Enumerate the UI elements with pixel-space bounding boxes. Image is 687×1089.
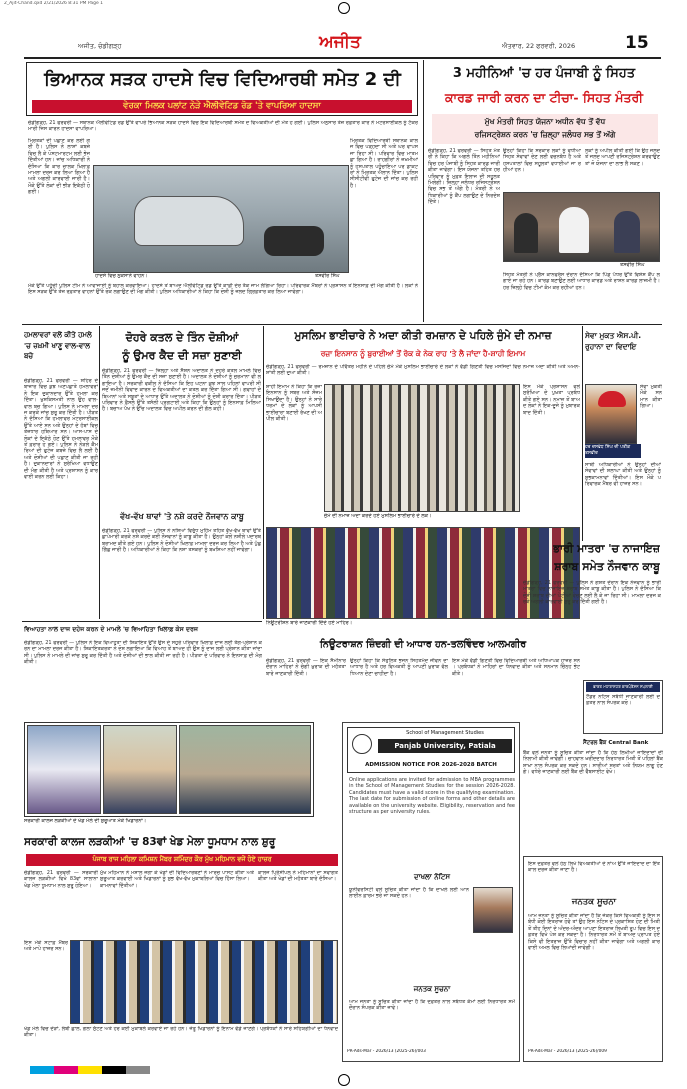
namaz-body-3: ਇਸ ਮੌਕੇ ਪ੍ਰਸ਼ਾਸਨ ਵਲੋਂ ਸੁਰੱਖਿਆ ਦੇ ਪੁਖ਼ਤਾ ਪ੍ਰਬੰਧ ਕੀਤੇ ਗਏ ਸਨ। ਨਮਾਜ਼ ਤੋਂ ਬਾਅਦ ਲੋਕਾਂ ਨੇ ਇਕ-ਦੂਜੇ ਨੂੰ ਮੁਬਾਰਕਬਾਦ ਦਿੱਤੀ। xyxy=(523,384,580,416)
health-press-photo xyxy=(503,192,660,262)
university-public-notice-title: ਜਨਤਕ ਸੂਚਨਾ xyxy=(413,985,451,993)
retired-life-body-3: ਇਸ ਮੌਕੇ ਵੱਡੀ ਗਿਣਤੀ ਵਿਚ ਵਿਦਿਆਰਥੀ ਅਤੇ ਅਧਿਆਪਕ ਹਾਜ਼ਰ ਸਨ। ਪ੍ਰਬੰਧਕਾਂ ਨੇ ਮਾਹਿਰਾਂ ਦਾ ਧੰਨਵਾਦ ਕੀਤਾ ਅਤੇ ਸਨਮਾਨ ਚਿੰਨ੍ਹ ਭੇਟ ਕੀਤੇ। xyxy=(452,658,580,677)
health-subhead-1: ਮੁੱਖ ਮੰਤਰੀ ਸਿਹਤ ਯੋਜਨਾ ਅਧੀਨ ਵੱਧ ਤੋਂ ਵੱਧ xyxy=(484,117,606,126)
murder-headline-2: ਨੂੰ ਉਮਰ ਕੈਦ ਦੀ ਸਜ਼ਾ ਸੁਣਾਈ xyxy=(122,349,242,362)
masthead-left: ਅਜੀਤ, ਚੰਡੀਗੜ੍ਹ xyxy=(78,42,122,50)
university-ad-body-2: ਯੂਨੀਵਰਸਿਟੀ ਵਲੋਂ ਸੂਚਿਤ ਕੀਤਾ ਜਾਂਦਾ ਹੈ ਕਿ ਦਾਖਲੇ ਲਈ ਆਨਲਾਈਨ ਫ਼ਾਰਮ ਭਰੇ ਜਾ ਸਕਦੇ ਹਨ। xyxy=(349,887,469,900)
retired-life-headline: ਨਿਊਟਰਾਸ਼ਨ ਜ਼ਿੰਦਗੀ ਦੀ ਆਧਾਰ ਹਨ-ਤਲਵਿੰਦਰ ਆਲਮਗੀਰ xyxy=(319,639,527,650)
public-notice-body: ਆਮ ਜਨਤਾ ਨੂੰ ਸੂਚਿਤ ਕੀਤਾ ਜਾਂਦਾ ਹੈ ਕਿ ਜੇਕਰ ਕਿਸੇ ਵਿਅਕਤੀ ਨੂੰ ਇਸ ਸਬੰਧੀ ਕੋਈ ਇਤਰਾਜ਼ ਹੋਵੇ ਤਾਂ ਉਹ ਇਸ ਨੋਟਿਸ ਦੇ ਪ੍ਰਕਾਸ਼ਿਤ ਹੋਣ ਦੀ ਮਿਤੀ ਤੋਂ ਤੀਹ ਦਿਨਾਂ ਦੇ ਅੰਦਰ-ਅੰਦਰ ਆਪਣਾ ਇਤਰਾਜ਼ ਲਿਖਤੀ ਰੂਪ ਵਿਚ ਇਸ ਦਫ਼ਤਰ ਵਿਖੇ ਪੇਸ਼ ਕਰ ਸਕਦਾ ਹੈ। ਨਿਰਧਾਰਤ ਸਮੇਂ ਤੋਂ ਬਾਅਦ ਪ੍ਰਾਪਤ ਹੋਏ ਕਿਸੇ ਵੀ ਇਤਰਾਜ਼ ਉੱਤੇ ਵਿਚਾਰ ਨਹੀਂ ਕੀਤਾ ਜਾਵੇਗਾ ਅਤੇ ਅਗਲੀ ਕਾਰਵਾਈ ਅਮਲ ਵਿਚ ਲਿਆਂਦੀ ਜਾਵੇਗੀ। xyxy=(528,913,660,952)
damaged-car-shape xyxy=(134,196,244,246)
retired-life-caption: ਨਿਊਟਰੀਸ਼ਨ ਬਾਰੇ ਜਾਣਕਾਰੀ ਦਿੰਦੇ ਹੋਏ ਮਾਹਿਰ। xyxy=(266,620,353,626)
namaz-body-1: ਚੰਡੀਗੜ੍ਹ, 21 ਫਰਵਰੀ — ਰਮਜ਼ਾਨ ਦੇ ਪਵਿੱਤਰ ਮਹੀਨੇ ਦੇ ਪਹਿਲੇ ਜੁੰਮੇ ਮੌਕੇ ਮੁਸਲਿਮ ਭਾਈਚਾਰੇ ਦੇ ਲੋਕਾਂ ਨੇ ਵੱਡੀ ਗਿਣਤੀ ਵਿਚ ਮਸਜਿਦਾਂ ਵਿਚ ਨਮਾਜ਼ ਅਦਾ ਕੀਤੀ ਅਤੇ ਅਮਨ-ਸ਼ਾਂਤੀ ਲਈ ਦੁਆ ਕੀਤੀ। xyxy=(266,364,580,377)
sports-body-3: ਵਿਦਿਆਰਥਣਾਂ ਨੇ ਮਾਰਚ ਪਾਸਟ ਕੀਤਾ ਅਤੇ ਵੱਖ-ਵੱਖ ਮੁਕਾਬਲਿਆਂ ਵਿਚ ਹਿੱਸਾ ਲਿਆ। xyxy=(176,870,254,883)
accident-caption: ਹਾਦਸੇ ਵਿਚ ਨੁਕਸਾਨੇ ਵਾਹਨ। xyxy=(95,273,148,279)
smugglers-body: ਚੰਡੀਗੜ੍ਹ, 21 ਫਰਵਰੀ — ਪੁਲਿਸ ਨੇ ਨਸ਼ਿਆਂ ਵਿਰੁੱਧ ਮੁਹਿੰਮ ਤਹਿਤ ਵੱਖ-ਵੱਖ ਥਾਵਾਂ ਉੱਤੇ ਛਾਪੇਮਾਰੀ ਕਰਕੇ ਨਸ਼ੇ ਕਰਦੇ ਕਈ ਨੌਜਵਾਨਾਂ ਨੂੰ ਕਾਬੂ ਕੀਤਾ ਹੈ। ਉਨ੍ਹਾਂ ਕੋਲੋਂ ਨਸ਼ੀਲੇ ਪਦਾਰਥ ਬਰਾਮਦ ਕੀਤੇ ਗਏ ਹਨ। ਪੁਲਿਸ ਨੇ ਦੋਸ਼ੀਆਂ ਖ਼ਿਲਾਫ਼ ਮਾਮਲਾ ਦਰਜ ਕਰ ਲਿਆ ਹੈ ਅਤੇ ਪੁੱਛਗਿੱਛ ਜਾਰੀ ਹੈ। ਅਧਿਕਾਰੀਆਂ ਨੇ ਕਿਹਾ ਕਿ ਨਸ਼ਾ ਤਸਕਰਾਂ ਨੂੰ ਬਖ਼ਸ਼ਿਆ ਨਹੀਂ ਜਾਵੇਗਾ। xyxy=(102,528,261,554)
liquor-headline-line-2: ਸ਼ਰਾਬ ਸਮੇਤ ਨੌਜਵਾਨ ਕਾਬੂ xyxy=(554,560,660,573)
namaz-subhead: ਰਜ਼ਾ ਇਨਸਾਨ ਨੂੰ ਬੁਰਾਈਆਂ ਤੋਂ ਰੋਕ ਕੇ ਨੇਕ ਰਾਹ 'ਤੇ ਲੈ ਜਾਂਦਾ ਹੈ-ਸ਼ਾਹੀ ਇਮਾਮ xyxy=(320,349,526,358)
sports-photo-3 xyxy=(179,725,311,814)
accident-photo xyxy=(93,165,349,273)
accident-body-1: ਚੰਡੀਗੜ੍ਹ, 21 ਫਰਵਰੀ — ਸਥਾਨਕ ਐਲੀਵੇਟਿਡ ਰੋਡ ਉੱਤੇ ਵਾਪਰੇ ਭਿਆਨਕ ਸੜਕ ਹਾਦਸੇ ਵਿਚ ਇਕ ਵਿਦਿਆਰਥੀ ਸਮੇਤ ਦੋ ਵਿਅਕਤੀਆਂ ਦੀ ਮੌਤ ਹੋ ਗਈ। ਪੁਲਿਸ ਅਨੁਸਾਰ ਤੇਜ਼ ਰਫ਼ਤਾਰ ਕਾਰ ਨੇ ਮੋਟਰਸਾਈਕਲ ਨੂੰ ਟੱਕਰ ਮਾਰੀ ਜਿਸ ਕਾਰਨ ਹਾਦਸਾ ਵਾਪਰਿਆ। xyxy=(28,120,418,133)
bank-ad-box xyxy=(583,680,663,734)
accident-body-3: ਮ੍ਰਿਤਕ ਵਿਦਿਆਰਥੀ ਸਥਾਨਕ ਕਾਲਜ ਵਿਚ ਪੜ੍ਹਦਾ ਸੀ ਅਤੇ ਘਰ ਵਾਪਸ ਜਾ ਰਿਹਾ ਸੀ। ਪਰਿਵਾਰ ਵਿਚ ਮਾਤਮ ਛਾ ਗਿਆ ਹੈ। ਰਾਹਗੀਰਾਂ ਨੇ ਜ਼ਖ਼ਮੀਆਂ ਨੂੰ ਹਸਪਤਾਲ ਪਹੁੰਚਾਇਆ ਪਰ ਡਾਕਟਰਾਂ ਨੇ ਮ੍ਰਿਤਕ ਐਲਾਨ ਦਿੱਤਾ। ਪੁਲਿਸ ਸੀਸੀਟੀਵੀ ਫੁਟੇਜ ਦੀ ਜਾਂਚ ਕਰ ਰਹੀ ਹੈ। xyxy=(350,138,418,189)
motorcycle-shape xyxy=(264,226,324,256)
sports-body-4: ਕਾਲਜ ਪ੍ਰਿੰਸੀਪਲ ਨੇ ਮਹਿਮਾਨਾਂ ਦਾ ਸਵਾਗਤ ਕੀਤਾ ਅਤੇ ਖੇਡਾਂ ਦੀ ਮਹੱਤਤਾ ਬਾਰੇ ਦੱਸਿਆ। xyxy=(258,870,338,883)
liquor-body: ਚੰਡੀਗੜ੍ਹ, 21 ਫਰਵਰੀ — ਪੁਲਿਸ ਨੇ ਗਸ਼ਤ ਦੌਰਾਨ ਇਕ ਨੌਜਵਾਨ ਨੂੰ ਭਾਰੀ ਮਾਤਰਾ ਵਿਚ ਨਾਜਾਇਜ਼ ਸ਼ਰਾਬ ਸਮੇਤ ਕਾਬੂ ਕੀਤਾ ਹੈ। ਪੁਲਿਸ ਨੇ ਦੱਸਿਆ ਕਿ ਦੋਸ਼ੀ ਸ਼ਰਾਬ ਦੀਆਂ ਪੇਟੀਆਂ ਵੇਚਣ ਲਈ ਲੈ ਕੇ ਜਾ ਰਿਹਾ ਸੀ। ਮਾਮਲਾ ਦਰਜ ਕਰਕੇ ਅਗਲੀ ਕਾਰਵਾਈ ਸ਼ੁਰੂ ਕਰ ਦਿੱਤੀ ਗਈ ਹੈ। xyxy=(523,580,661,606)
sports-photo-1 xyxy=(27,725,101,814)
sports-body-5: ਇਸ ਮੌਕੇ ਸਟਾਫ਼ ਮੈਂਬਰ ਅਤੇ ਮਾਪੇ ਹਾਜ਼ਰ ਸਨ। xyxy=(24,940,68,953)
registration-mark-icon xyxy=(338,2,350,14)
person-silhouette xyxy=(559,207,589,253)
retirement-photo-caption: ਹਰ ਦਸਵੰਧ ਸਿੰਘ ਦੀ ਪਤੀਕ ਤਸਵੀਰ xyxy=(585,444,641,458)
university-logo-icon xyxy=(352,734,372,754)
health-body-3: ਲੋਕਾਂ ਨੂੰ ਅਪੀਲ ਕੀਤੀ ਗਈ ਕਿ ਉਹ ਜਲਦ ਤੋਂ ਜਲਦ ਆਪਣੀ ਰਜਿਸਟ੍ਰੇਸ਼ਨ ਕਰਵਾਉਣ ਤਾਂ ਜੋ ਯੋਜਨਾ ਦਾ ਲਾਭ ਲੈ ਸਕਣ। xyxy=(585,148,660,167)
university-ad-topblock xyxy=(347,727,515,773)
attack-body: ਚੰਡੀਗੜ੍ਹ, 21 ਫਰਵਰੀ — ਸ਼ਹਿਰ ਦੇ ਬਾਜ਼ਾਰ ਵਿਚ ਕੁਝ ਅਣਪਛਾਤੇ ਹਮਲਾਵਰਾਂ ਨੇ ਇਕ ਦੁਕਾਨਦਾਰ ਉੱਤੇ ਹਮਲਾ ਕਰ ਦਿੱਤਾ। ਖੁਸ਼ਕਿਸਮਤੀ ਨਾਲ ਉਹ ਵਾਲ-ਵਾਲ ਬਚ ਗਿਆ। ਪੁਲਿਸ ਨੇ ਮਾਮਲਾ ਦਰਜ ਕਰਕੇ ਜਾਂਚ ਸ਼ੁਰੂ ਕਰ ਦਿੱਤੀ ਹੈ। ਪੀੜਤ ਨੇ ਦੱਸਿਆ ਕਿ ਹਮਲਾਵਰ ਮੋਟਰਸਾਈਕਲ ਉੱਤੇ ਆਏ ਸਨ ਅਤੇ ਉਨ੍ਹਾਂ ਦੇ ਹੱਥਾਂ ਵਿਚ ਤੇਜ਼ਧਾਰ ਹਥਿਆਰ ਸਨ। ਆਸ-ਪਾਸ ਦੇ ਲੋਕਾਂ ਦੇ ਇਕੱਠੇ ਹੋਣ ਉੱਤੇ ਹਮਲਾਵਰ ਮੌਕੇ ਤੋਂ ਫ਼ਰਾਰ ਹੋ ਗਏ। ਪੁਲਿਸ ਨੇ ਨੇੜਲੇ ਕੈਮਰਿਆਂ ਦੀ ਫੁਟੇਜ ਕਬਜ਼ੇ ਵਿਚ ਲੈ ਲਈ ਹੈ ਅਤੇ ਦੋਸ਼ੀਆਂ ਦੀ ਪਛਾਣ ਕੀਤੀ ਜਾ ਰਹੀ ਹੈ। ਦੁਕਾਨਦਾਰਾਂ ਨੇ ਸੁਰੱਖਿਆ ਵਧਾਉਣ ਦੀ ਮੰਗ ਕੀਤੀ ਹੈ ਅਤੇ ਪ੍ਰਸ਼ਾਸਨ ਨੂੰ ਕਾਰਵਾਈ ਕਰਨ ਲਈ ਕਿਹਾ। xyxy=(24,378,98,481)
bank-name: ਸੈਂਟਰਲ ਬੈਂਕ Central Bank xyxy=(583,740,649,746)
health-body-4: ਸਿਹਤ ਮੰਤਰੀ ਨੇ ਪ੍ਰੈਸ ਕਾਨਫਰੰਸ ਦੌਰਾਨ ਦੱਸਿਆ ਕਿ ਪਿੰਡ ਪੱਧਰ ਉੱਤੇ ਵਿਸ਼ੇਸ਼ ਕੈਂਪ ਲਗਾਏ ਜਾ ਰਹੇ ਹਨ। ਕਾਰਡ ਬਣਾਉਣ ਲਈ ਆਧਾਰ ਕਾਰਡ ਅਤੇ ਰਾਸ਼ਨ ਕਾਰਡ ਲਾਜ਼ਮੀ ਹੈ। ਹਰ ਜ਼ਿਲ੍ਹੇ ਵਿਚ ਟੀਮਾਂ ਕੰਮ ਕਰ ਰਹੀਆਂ ਹਨ। xyxy=(503,272,660,291)
masthead-date: ਐਤਵਾਰ, 22 ਫਰਵਰੀ, 2026 xyxy=(502,42,576,50)
sports-body-6: ਖੇਡ ਮੇਲੇ ਵਿਚ ਦੌੜਾਂ, ਲੰਬੀ ਛਾਲ, ਗੋਲਾ ਸੁੱਟਣ ਅਤੇ ਹੋਰ ਕਈ ਮੁਕਾਬਲੇ ਕਰਵਾਏ ਜਾ ਰਹੇ ਹਨ। ਜੇਤੂ ਖਿਡਾਰਨਾਂ ਨੂੰ ਇਨਾਮ ਵੰਡੇ ਜਾਣਗੇ। ਪ੍ਰਬੰਧਕਾਂ ਨੇ ਸਾਰੇ ਸਹਿਯੋਗੀਆਂ ਦਾ ਧੰਨਵਾਦ ਕੀਤਾ। xyxy=(24,1026,338,1039)
accident-headline: ਭਿਆਨਕ ਸੜਕ ਹਾਦਸੇ ਵਿਚ ਵਿਦਿਆਰਥੀ ਸਮੇਤ 2 ਦੀ xyxy=(44,69,401,90)
accident-subhead: ਵੇਰਕਾ ਮਿਲਕ ਪਲਾਂਟ ਨੇੜੇ ਐਲੀਵੇਟਿਡ ਰੋਡ 'ਤੇ ਵਾਪਰਿਆ ਹਾਦਸਾ xyxy=(32,100,412,113)
health-headline-1: 3 ਮਹੀਨਿਆਂ 'ਚ ਹਰ ਪੰਜਾਬੀ ਨੂੰ ਸਿਹਤ xyxy=(452,66,636,81)
university-name: Panjab University, Patiala xyxy=(378,739,512,753)
murder-headline-1: ਦੋਹਰੇ ਕਤਲ ਦੇ ਤਿੰਨ ਦੋਸ਼ੀਆਂ xyxy=(125,331,239,344)
public-notice-ad xyxy=(523,856,663,1062)
sports-photo-frame xyxy=(24,722,314,817)
university-ad-body-1: Online applications are invited for admission to MBA programmes in the School of Management Studies for the session 2026-2028. Candidates must have a valid score in the qualifying examination. The last date for submission of online forms and other details are available on the university website. Eligibility, reservation and fee structure as per university rules. xyxy=(349,777,515,816)
sports-headline: ਸਰਕਾਰੀ ਕਾਲਜ ਲੜਕੀਆਂ 'ਚ 83ਵਾਂ ਖੇਡ ਮੇਲਾ ਧੂਮਧਾਮ ਨਾਲ ਸ਼ੁਰੂ xyxy=(24,836,276,848)
university-notice: ADMISSION NOTICE FOR 2026-2028 BATCH xyxy=(365,762,497,768)
retirement-body: ਸੇਵਾ ਮੁਕਤੀ ਮੌਕੇ ਸਨਮਾਨ ਕੀਤਾ ਗਿਆ। xyxy=(640,384,662,410)
sports-photo-2 xyxy=(103,725,177,814)
university-department: School of Management Studies xyxy=(406,730,484,736)
retirement-headline: ਸੇਵਾ ਮੁਕਤ ਐਸ.ਪੀ. ਰੁਹਾਨਾ ਦਾ ਵਿਦਾਇ xyxy=(585,331,642,351)
liquor-headline-line-1: ਭਾਰੀ ਮਾਤਰਾ 'ਚ ਨਾਜਾਇਜ਼ xyxy=(553,542,660,555)
bank-ad-body: ਟੈਂਡਰ ਨੋਟਿਸ ਸਬੰਧੀ ਜਾਣਕਾਰੀ ਲਈ ਦਫ਼ਤਰ ਨਾਲ ਸੰਪਰਕ ਕਰੋ। xyxy=(586,694,660,707)
turban-shape xyxy=(598,391,626,407)
sports-caption: ਸਰਕਾਰੀ ਕਾਲਜ ਲੜਕੀਆਂ ਦੇ ਖੇਡ ਮੇਲੇ ਦੀ ਸ਼ੁਰੂਆਤ ਮੌਕੇ ਖਿਡਾਰਨਾਂ। xyxy=(24,818,147,824)
sports-march-photo xyxy=(70,940,338,1024)
health-subhead-2: ਰਜਿਸਟ੍ਰੇਸ਼ਨ ਕਰਨ 'ਚ ਜ਼ਿਲ੍ਹਾ ਜਲੰਧਰ ਸਭ ਤੋਂ ਅੱਗੇ xyxy=(474,130,616,139)
masthead-logo: ਅਜੀਤ xyxy=(319,32,361,52)
namaz-caption: ਜੁੰਮੇ ਦੀ ਨਮਾਜ਼ ਅਦਾ ਕਰਦੇ ਹੋਏ ਮੁਸਲਿਮ ਭਾਈਚਾਰੇ ਦੇ ਲੋਕ। xyxy=(324,513,432,519)
sports-subhead: ਪੰਜਾਬ ਰਾਜ ਮਹਿਲਾ ਕਮਿਸ਼ਨ ਮੈਂਬਰ ਸ਼ਮਿੰਦਰ ਕੌਰ ਮੁੱਖ ਮਹਿਮਾਨ ਵਜੋਂ ਹੋਏ ਹਾਜ਼ਰ xyxy=(26,854,338,866)
university-notice-pa: ਦਾਖਲਾ ਨੋਟਿਸ xyxy=(413,873,451,881)
public-notice-footer: PR-Ads-Mar - 2026/13 (2025-26)/009 xyxy=(528,1049,607,1054)
public-notice-title: ਜਨਤਕ ਸੂਚਨਾ xyxy=(571,897,617,907)
smugglers-headline: ਵੱਖ-ਵੱਖ ਥਾਵਾਂ 'ਤੇ ਨਸ਼ੇ ਕਰਦੇ ਨੌਜਵਾਨ ਕਾਬੂ xyxy=(120,512,244,521)
print-header: 2_Ajit-Chand.qxd 2/21/2026 8:31 PM Page 1 xyxy=(4,1,104,6)
attack-headline: ਹਮਲਾਵਰਾਂ ਵਲੋਂ ਕੀਤੇ ਹਮਲੇ 'ਚ ਜ਼ਖ਼ਮੀ ਖਾਣੂ ਵਾਲ-ਵਾਲ ਬਚੇ xyxy=(24,331,92,360)
dowry-body: ਚੰਡੀਗੜ੍ਹ, 21 ਫਰਵਰੀ — ਪੁਲਿਸ ਨੇ ਇਕ ਵਿਆਹੁਤਾ ਦੀ ਸ਼ਿਕਾਇਤ ਉੱਤੇ ਉਸ ਦੇ ਸਹੁਰੇ ਪਰਿਵਾਰ ਖ਼ਿਲਾਫ਼ ਦਾਜ ਲਈ ਤੰਗ-ਪ੍ਰੇਸ਼ਾਨ ਕਰਨ ਦਾ ਮਾਮਲਾ ਦਰਜ ਕੀਤਾ ਹੈ। ਸ਼ਿਕਾਇਤਕਰਤਾ ਨੇ ਦੋਸ਼ ਲਗਾਇਆ ਕਿ ਵਿਆਹ ਤੋਂ ਬਾਅਦ ਹੀ ਉਸ ਨੂੰ ਦਾਜ ਲਈ ਪ੍ਰੇਸ਼ਾਨ ਕੀਤਾ ਜਾਂਦਾ ਸੀ। ਪੁਲਿਸ ਨੇ ਮਾਮਲੇ ਦੀ ਜਾਂਚ ਸ਼ੁਰੂ ਕਰ ਦਿੱਤੀ ਹੈ ਅਤੇ ਦੋਸ਼ੀਆਂ ਦੀ ਭਾਲ ਕੀਤੀ ਜਾ ਰਹੀ ਹੈ। ਪੀੜਤਾ ਦੇ ਪਰਿਵਾਰ ਨੇ ਇਨਸਾਫ਼ ਦੀ ਮੰਗ ਕੀਤੀ। xyxy=(24,640,262,666)
namaz-headline: ਮੁਸਲਿਮ ਭਾਈਚਾਰੇ ਨੇ ਅਦਾ ਕੀਤੀ ਰਮਜ਼ਾਨ ਦੇ ਪਹਿਲੇ ਜੁੰਮੇ ਦੀ ਨਮਾਜ਼ xyxy=(294,330,552,342)
namaz-photo xyxy=(324,384,520,512)
page-number: 15 xyxy=(625,33,649,53)
university-portrait xyxy=(473,887,513,933)
registration-mark-icon xyxy=(338,1074,350,1086)
accident-credit: ਤਸਵੀਰ ਸਿੰਘ xyxy=(315,273,340,279)
sports-body-1: ਚੰਡੀਗੜ੍ਹ, 21 ਫਰਵਰੀ — ਸਰਕਾਰੀ ਕਾਲਜ ਲੜਕੀਆਂ ਵਿਖੇ 83ਵਾਂ ਸਾਲਾਨਾ ਖੇਡ ਮੇਲਾ ਧੂਮਧਾਮ ਨਾਲ ਸ਼ੁਰੂ ਹੋਇਆ। xyxy=(24,870,98,889)
sports-body-2: ਮੁੱਖ ਮਹਿਮਾਨ ਨੇ ਮਸ਼ਾਲ ਜਗਾ ਕੇ ਖੇਡਾਂ ਦੀ ਸ਼ੁਰੂਆਤ ਕਰਵਾਈ ਅਤੇ ਖਿਡਾਰਨਾਂ ਨੂੰ ਸ਼ੁਭਕਾਮਨਾਵਾਂ ਦਿੱਤੀਆਂ। xyxy=(100,870,174,889)
accident-body-2: ਮ੍ਰਿਤਕਾਂ ਦੀ ਪਛਾਣ ਕਰ ਲਈ ਗਈ ਹੈ। ਪੁਲਿਸ ਨੇ ਲਾਸ਼ਾਂ ਕਬਜ਼ੇ ਵਿਚ ਲੈ ਕੇ ਪੋਸਟਮਾਰਟਮ ਲਈ ਭੇਜ ਦਿੱਤੀਆਂ ਹਨ। ਜਾਂਚ ਅਧਿਕਾਰੀ ਨੇ ਦੱਸਿਆ ਕਿ ਕਾਰ ਚਾਲਕ ਖ਼ਿਲਾਫ਼ ਮਾਮਲਾ ਦਰਜ ਕਰ ਲਿਆ ਗਿਆ ਹੈ ਅਤੇ ਅਗਲੀ ਕਾਰਵਾਈ ਜਾਰੀ ਹੈ। ਮੌਕੇ ਉੱਤੇ ਲੋਕਾਂ ਦੀ ਭੀੜ ਇਕੱਠੀ ਹੋ ਗਈ। xyxy=(28,138,90,196)
university-ad xyxy=(342,722,520,1062)
murder-body: ਚੰਡੀਗੜ੍ਹ, 21 ਫਰਵਰੀ — ਜ਼ਿਲ੍ਹਾ ਅਤੇ ਸੈਸ਼ਨ ਅਦਾਲਤ ਨੇ ਦੋਹਰੇ ਕਤਲ ਮਾਮਲੇ ਵਿਚ ਤਿੰਨ ਦੋਸ਼ੀਆਂ ਨੂੰ ਉਮਰ ਕੈਦ ਦੀ ਸਜ਼ਾ ਸੁਣਾਈ ਹੈ। ਅਦਾਲਤ ਨੇ ਦੋਸ਼ੀਆਂ ਨੂੰ ਜੁਰਮਾਨਾ ਵੀ ਲਗਾਇਆ ਹੈ। ਸਰਕਾਰੀ ਵਕੀਲ ਨੇ ਦੱਸਿਆ ਕਿ ਇਹ ਘਟਨਾ ਕੁਝ ਸਾਲ ਪਹਿਲਾਂ ਵਾਪਰੀ ਸੀ ਜਦੋਂ ਜ਼ਮੀਨੀ ਵਿਵਾਦ ਕਾਰਨ ਦੋ ਵਿਅਕਤੀਆਂ ਦਾ ਕਤਲ ਕਰ ਦਿੱਤਾ ਗਿਆ ਸੀ। ਗਵਾਹਾਂ ਦੇ ਬਿਆਨਾਂ ਅਤੇ ਸਬੂਤਾਂ ਦੇ ਆਧਾਰ ਉੱਤੇ ਅਦਾਲਤ ਨੇ ਦੋਸ਼ੀਆਂ ਨੂੰ ਦੋਸ਼ੀ ਕਰਾਰ ਦਿੱਤਾ। ਪੀੜਤ ਪਰਿਵਾਰ ਨੇ ਫ਼ੈਸਲੇ ਉੱਤੇ ਤਸੱਲੀ ਪ੍ਰਗਟਾਈ ਅਤੇ ਕਿਹਾ ਕਿ ਉਨ੍ਹਾਂ ਨੂੰ ਇਨਸਾਫ਼ ਮਿਲਿਆ ਹੈ। ਬਚਾਅ ਪੱਖ ਨੇ ਉੱਚ ਅਦਾਲਤ ਵਿਚ ਅਪੀਲ ਕਰਨ ਦੀ ਗੱਲ ਕਹੀ। xyxy=(102,368,261,413)
person-silhouette xyxy=(514,213,538,253)
university-ad-footer: PR-Ads-Mar - 2026/13 (2025-26)/003 xyxy=(347,1049,426,1054)
public-notice-intro: ਇਸ ਦਫ਼ਤਰ ਵਲੋਂ ਹੇਠ ਲਿਖੇ ਵਿਅਕਤੀਆਂ ਦੇ ਨਾਂਅ ਉੱਤੇ ਜਾਇਦਾਦ ਦਾ ਇੰਤਕਾਲ ਦਰਜ ਕੀਤਾ ਜਾਣਾ ਹੈ। xyxy=(528,861,660,874)
person-silhouette xyxy=(614,211,640,253)
bank-ad-title: ਭਾਰਤ ਮਹਾਰਾਸ਼ਟਰ ਕਾਰਪੋਰੇਸ਼ਨ ਸਪਲਾਈ xyxy=(586,682,660,692)
retirement-body-2: ਸਾਥੀ ਅਧਿਕਾਰੀਆਂ ਨੇ ਉਨ੍ਹਾਂ ਦੀਆਂ ਸੇਵਾਵਾਂ ਦੀ ਸ਼ਲਾਘਾ ਕੀਤੀ ਅਤੇ ਉਨ੍ਹਾਂ ਨੂੰ ਸ਼ੁਭਕਾਮਨਾਵਾਂ ਦਿੱਤੀਆਂ। ਇਸ ਮੌਕੇ ਪਰਿਵਾਰਕ ਮੈਂਬਰ ਵੀ ਹਾਜ਼ਰ ਸਨ। xyxy=(585,462,661,488)
dowry-headline: ਵਿਆਹਤਾ ਨਾਲ ਦਾਜ ਦਹੇਜ ਕਰਨ ਦੇ ਮਾਮਲੇ 'ਚ ਵਿਆਹਿਤਾ ਖਿਲਾਫ਼ ਕੇਸ ਦਰਜ xyxy=(24,626,199,633)
health-headline-2: ਕਾਰਡ ਜਾਰੀ ਕਰਨ ਦਾ ਟੀਚਾ- ਸਿਹਤ ਮੰਤਰੀ xyxy=(445,90,643,105)
retired-life-body-1: ਚੰਡੀਗੜ੍ਹ, 21 ਫਰਵਰੀ — ਇਕ ਸੈਮੀਨਾਰ ਦੌਰਾਨ ਮਾਹਿਰਾਂ ਨੇ ਚੰਗੀ ਖ਼ੁਰਾਕ ਦੀ ਮਹੱਤਤਾ ਬਾਰੇ ਜਾਣਕਾਰੀ ਦਿੱਤੀ। xyxy=(266,658,346,677)
retirement-photo xyxy=(585,384,637,444)
retired-life-body-2: ਉਨ੍ਹਾਂ ਕਿਹਾ ਕਿ ਸੰਤੁਲਿਤ ਭੋਜਨ ਸਿਹਤਮੰਦ ਜੀਵਨ ਦਾ ਆਧਾਰ ਹੈ ਅਤੇ ਹਰ ਵਿਅਕਤੀ ਨੂੰ ਆਪਣੀ ਖ਼ੁਰਾਕ ਵੱਲ ਧਿਆਨ ਦੇਣਾ ਚਾਹੀਦਾ ਹੈ। xyxy=(350,658,448,677)
health-body-2: ਉਨ੍ਹਾਂ ਕਿਹਾ ਕਿ ਸਰਕਾਰ ਲੋਕਾਂ ਨੂੰ ਵਧੀਆ ਸਿਹਤ ਸੇਵਾਵਾਂ ਦੇਣ ਲਈ ਵਚਨਬੱਧ ਹੈ ਅਤੇ ਹਸਪਤਾਲਾਂ ਵਿਚ ਸਹੂਲਤਾਂ ਵਧਾਈਆਂ ਜਾ ਰਹੀਆਂ ਹਨ। xyxy=(503,148,581,174)
accident-body-4: ਮੌਕੇ ਉੱਤੇ ਪਹੁੰਚੀ ਪੁਲਿਸ ਟੀਮ ਨੇ ਆਵਾਜਾਈ ਨੂੰ ਬਹਾਲ ਕਰਵਾਇਆ। ਹਾਦਸੇ ਤੋਂ ਬਾਅਦ ਐਲੀਵੇਟਿਡ ਰੋਡ ਉੱਤੇ ਕਾਫ਼ੀ ਦੇਰ ਤੱਕ ਜਾਮ ਲੱਗਿਆ ਰਿਹਾ। ਪਰਿਵਾਰਕ ਮੈਂਬਰਾਂ ਨੇ ਪ੍ਰਸ਼ਾਸਨ ਤੋਂ ਇਨਸਾਫ਼ ਦੀ ਮੰਗ ਕੀਤੀ ਹੈ। ਲੋਕਾਂ ਨੇ ਇਸ ਸੜਕ ਉੱਤੇ ਤੇਜ਼ ਰਫ਼ਤਾਰ ਵਾਹਨਾਂ ਉੱਤੇ ਰੋਕ ਲਗਾਉਣ ਦੀ ਮੰਗ ਕੀਤੀ। ਪੁਲਿਸ ਅਧਿਕਾਰੀਆਂ ਨੇ ਕਿਹਾ ਕਿ ਦੋਸ਼ੀ ਨੂੰ ਜਲਦ ਗ੍ਰਿਫ਼ਤਾਰ ਕਰ ਲਿਆ ਜਾਵੇਗਾ। xyxy=(28,283,418,296)
health-photo-credit: ਤਸਵੀਰ ਸਿੰਘ xyxy=(620,262,645,268)
health-body-1: ਚੰਡੀਗੜ੍ਹ, 21 ਫਰਵਰੀ — ਸਿਹਤ ਮੰਤਰੀ ਨੇ ਕਿਹਾ ਕਿ ਅਗਲੇ ਤਿੰਨ ਮਹੀਨਿਆਂ ਵਿਚ ਹਰ ਪੰਜਾਬੀ ਨੂੰ ਸਿਹਤ ਕਾਰਡ ਜਾਰੀ ਕੀਤਾ ਜਾਵੇਗਾ। ਇਸ ਯੋਜਨਾ ਤਹਿਤ ਹਰ ਪਰਿਵਾਰ ਨੂੰ ਮੁਫ਼ਤ ਇਲਾਜ ਦੀ ਸਹੂਲਤ ਮਿਲੇਗੀ। ਜ਼ਿਲ੍ਹਾ ਜਲੰਧਰ ਰਜਿਸਟ੍ਰੇਸ਼ਨ ਵਿਚ ਸਭ ਤੋਂ ਅੱਗੇ ਹੈ। ਮੰਤਰੀ ਨੇ ਅਧਿਕਾਰੀਆਂ ਨੂੰ ਕੈਂਪ ਲਗਾਉਣ ਦੇ ਨਿਰਦੇਸ਼ ਦਿੱਤੇ। xyxy=(428,148,500,206)
color-calibration-bar xyxy=(30,1066,150,1074)
university-ad-body-3: ਆਮ ਜਨਤਾ ਨੂੰ ਸੂਚਿਤ ਕੀਤਾ ਜਾਂਦਾ ਹੈ ਕਿ ਦਫ਼ਤਰ ਨਾਲ ਸਬੰਧਤ ਕੰਮਾਂ ਲਈ ਨਿਰਧਾਰਤ ਸਮੇਂ ਦੌਰਾਨ ਸੰਪਰਕ ਕੀਤਾ ਜਾਵੇ। xyxy=(349,999,515,1012)
bank-body: ਬੈਂਕ ਵਲੋਂ ਜਨਤਾ ਨੂੰ ਸੂਚਿਤ ਕੀਤਾ ਜਾਂਦਾ ਹੈ ਕਿ ਹੇਠ ਲਿਖੀਆਂ ਜਾਇਦਾਦਾਂ ਦੀ ਨਿਲਾਮੀ ਕੀਤੀ ਜਾਵੇਗੀ। ਚਾਹਵਾਨ ਖ਼ਰੀਦਦਾਰ ਨਿਰਧਾਰਤ ਮਿਤੀ ਤੋਂ ਪਹਿਲਾਂ ਬੈਂਕ ਸ਼ਾਖ਼ਾ ਨਾਲ ਸੰਪਰਕ ਕਰ ਸਕਦੇ ਹਨ। ਸਾਰੀਆਂ ਸ਼ਰਤਾਂ ਅਤੇ ਨਿਯਮ ਲਾਗੂ ਹੋਣਗੇ। ਵਧੇਰੇ ਜਾਣਕਾਰੀ ਲਈ ਬੈਂਕ ਦੀ ਵੈੱਬਸਾਈਟ ਵੇਖੋ। xyxy=(523,750,663,776)
namaz-body-2: ਸ਼ਾਹੀ ਇਮਾਮ ਨੇ ਕਿਹਾ ਕਿ ਰੋਜ਼ਾ ਇਨਸਾਨ ਨੂੰ ਸਬਰ ਅਤੇ ਸੰਜਮ ਸਿਖਾਉਂਦਾ ਹੈ। ਉਨ੍ਹਾਂ ਨੇ ਸਾਰੇ ਧਰਮਾਂ ਦੇ ਲੋਕਾਂ ਨੂੰ ਆਪਸੀ ਭਾਈਚਾਰਾ ਬਣਾਈ ਰੱਖਣ ਦੀ ਅਪੀਲ ਕੀਤੀ। xyxy=(266,384,322,423)
